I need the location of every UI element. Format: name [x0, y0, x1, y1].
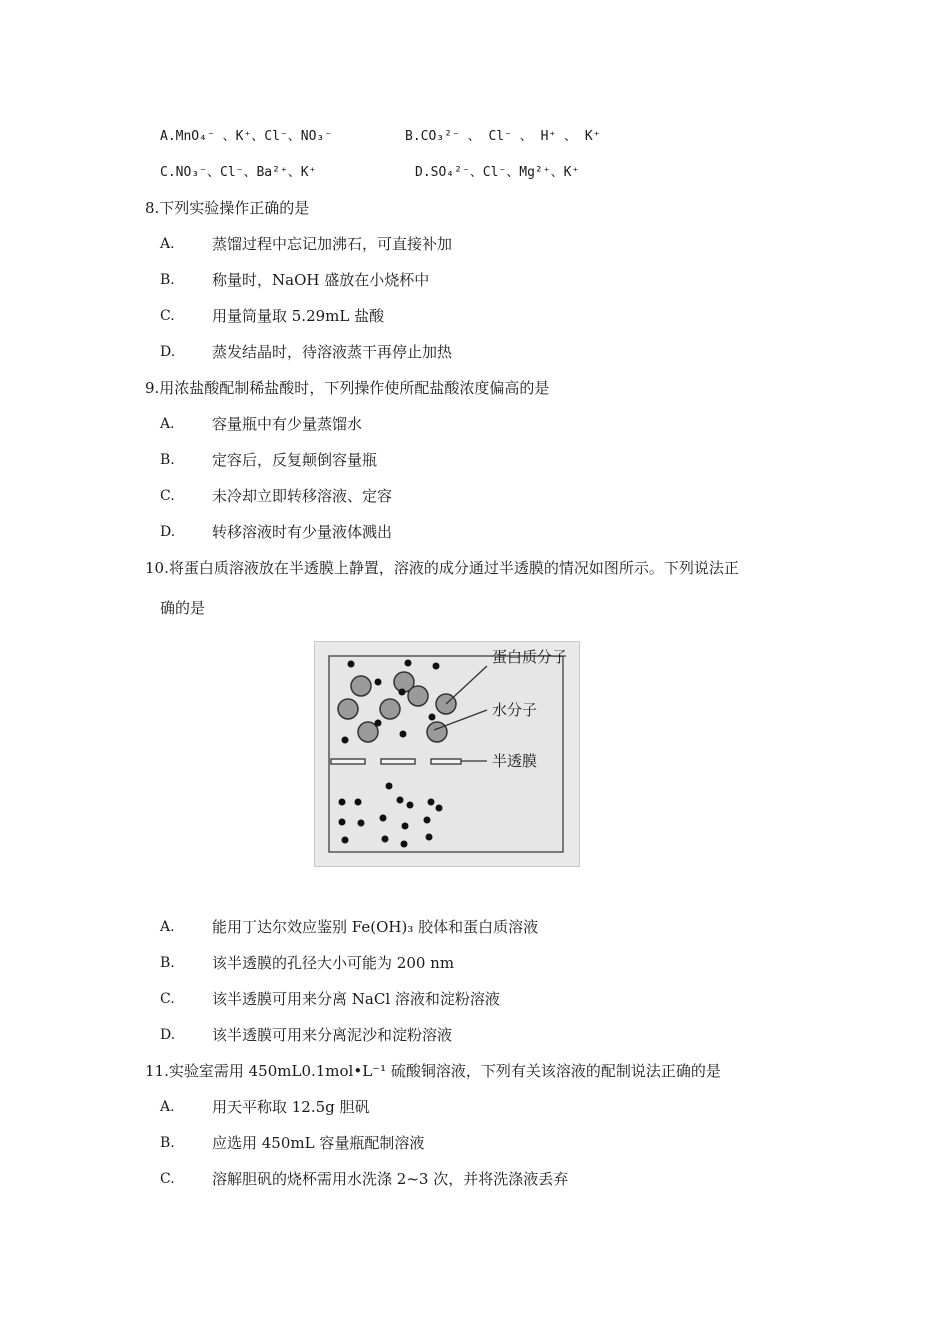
membrane-segment	[331, 759, 365, 764]
water-molecule	[400, 731, 407, 738]
q9-option-a-letter: A.	[160, 416, 175, 432]
protein-molecule	[358, 722, 378, 742]
q8-option-b-letter: B.	[160, 272, 175, 288]
q8-option-d-text: 蒸发结晶时，待溶液蒸干再停止加热	[212, 343, 453, 361]
q10-option-b-letter: B.	[160, 955, 175, 971]
protein-molecule	[427, 722, 447, 742]
water-molecule	[428, 799, 435, 806]
water-molecule	[407, 802, 414, 809]
protein-molecule	[408, 686, 428, 706]
q9-option-c-letter: C.	[160, 488, 175, 504]
q10-option-a-letter: A.	[160, 919, 175, 935]
q9-option-a-text: 容量瓶中有少量蒸馏水	[212, 415, 363, 433]
water-molecule	[424, 817, 431, 824]
q7-option-d: D.SO₄²⁻、Cl⁻、Mg²⁺、K⁺	[415, 165, 580, 180]
water-molecule	[397, 797, 404, 804]
water-molecule	[342, 737, 349, 744]
water-molecule	[436, 805, 443, 812]
q10-option-d-text: 该半透膜可用来分离泥沙和淀粉溶液	[212, 1026, 453, 1044]
q7-option-a: A.MnO₄⁻ 、K⁺、Cl⁻、NO₃⁻	[160, 129, 333, 144]
label-water: 水分子	[492, 701, 538, 719]
label-protein: 蛋白质分子	[492, 648, 568, 666]
water-molecule	[402, 823, 409, 830]
q10-option-d-letter: D.	[160, 1027, 176, 1043]
membrane-segments	[331, 759, 461, 764]
q9-option-c-text: 未冷却立即转移溶液、定容	[212, 487, 393, 505]
protein-molecule	[338, 699, 358, 719]
q8-stem: 8.下列实验操作正确的是	[145, 199, 310, 217]
q10-option-c-text: 该半透膜可用来分离 NaCl 溶液和淀粉溶液	[212, 990, 500, 1008]
water-molecule	[429, 714, 436, 721]
membrane-diagram	[315, 642, 579, 866]
water-molecule	[375, 720, 382, 727]
water-molecule	[348, 661, 355, 668]
water-molecule	[382, 836, 389, 843]
q9-stem: 9.用浓盐酸配制稀盐酸时，下列操作使所配盐酸浓度偏高的是	[145, 379, 550, 397]
q11-option-a-text: 用天平称取 12.5g 胆矾	[212, 1098, 370, 1116]
water-molecule	[339, 819, 346, 826]
q9-option-d-letter: D.	[160, 524, 176, 540]
semipermeable-membrane-figure	[314, 641, 580, 867]
water-molecule	[358, 820, 365, 827]
q8-option-c-text: 用量筒量取 5.29mL 盐酸	[212, 307, 385, 325]
water-molecule	[399, 689, 406, 696]
q10-stem-line1: 10.将蛋白质溶液放在半透膜上静置，溶液的成分通过半透膜的情况如图所示。下列说法正	[145, 559, 739, 577]
q9-option-b-letter: B.	[160, 452, 175, 468]
water-molecule	[405, 660, 412, 667]
q11-option-c-text: 溶解胆矾的烧杯需用水洗涤 2~3 次，并将洗涤液丢弃	[212, 1170, 569, 1188]
water-molecule	[386, 783, 393, 790]
q10-stem-line2: 确的是	[160, 599, 206, 617]
membrane-segment	[431, 759, 461, 764]
q8-option-a-letter: A.	[160, 236, 175, 252]
q7-option-b: B.CO₃²⁻ 、 Cl⁻ 、 H⁺ 、 K⁺	[405, 129, 601, 144]
q11-option-c-letter: C.	[160, 1171, 175, 1187]
q11-option-b-text: 应选用 450mL 容量瓶配制溶液	[212, 1134, 425, 1152]
q10-option-a-text: 能用丁达尔效应鉴别 Fe(OH)₃ 胶体和蛋白质溶液	[212, 918, 539, 936]
q8-option-a-text: 蒸馏过程中忘记加沸石，可直接补加	[212, 235, 453, 253]
protein-molecule	[351, 676, 371, 696]
q9-option-b-text: 定容后，反复颠倒容量瓶	[212, 451, 378, 469]
water-molecule	[375, 679, 382, 686]
q7-option-c: C.NO₃⁻、Cl⁻、Ba²⁺、K⁺	[160, 165, 317, 180]
water-molecule	[355, 799, 362, 806]
q11-stem: 11.实验室需用 450mL0.1mol•L⁻¹ 硫酸铜溶液，下列有关该溶液的配制说法正确的是	[145, 1062, 721, 1080]
q9-option-d-text: 转移溶液时有少量液体溅出	[212, 523, 393, 541]
label-membrane: 半透膜	[492, 752, 538, 770]
q8-option-d-letter: D.	[160, 344, 176, 360]
water-molecule	[401, 841, 408, 848]
protein-molecule	[380, 699, 400, 719]
q11-option-b-letter: B.	[160, 1135, 175, 1151]
water-molecule	[426, 834, 433, 841]
water-molecule	[342, 837, 349, 844]
membrane-segment	[381, 759, 415, 764]
q10-option-c-letter: C.	[160, 991, 175, 1007]
q8-option-b-text: 称量时，NaOH 盛放在小烧杯中	[212, 271, 430, 289]
q10-option-b-text: 该半透膜的孔径大小可能为 200 nm	[212, 954, 455, 972]
q8-option-c-letter: C.	[160, 308, 175, 324]
water-molecule	[433, 663, 440, 670]
water-molecule	[339, 799, 346, 806]
q11-option-a-letter: A.	[160, 1099, 175, 1115]
water-molecule	[380, 815, 387, 822]
